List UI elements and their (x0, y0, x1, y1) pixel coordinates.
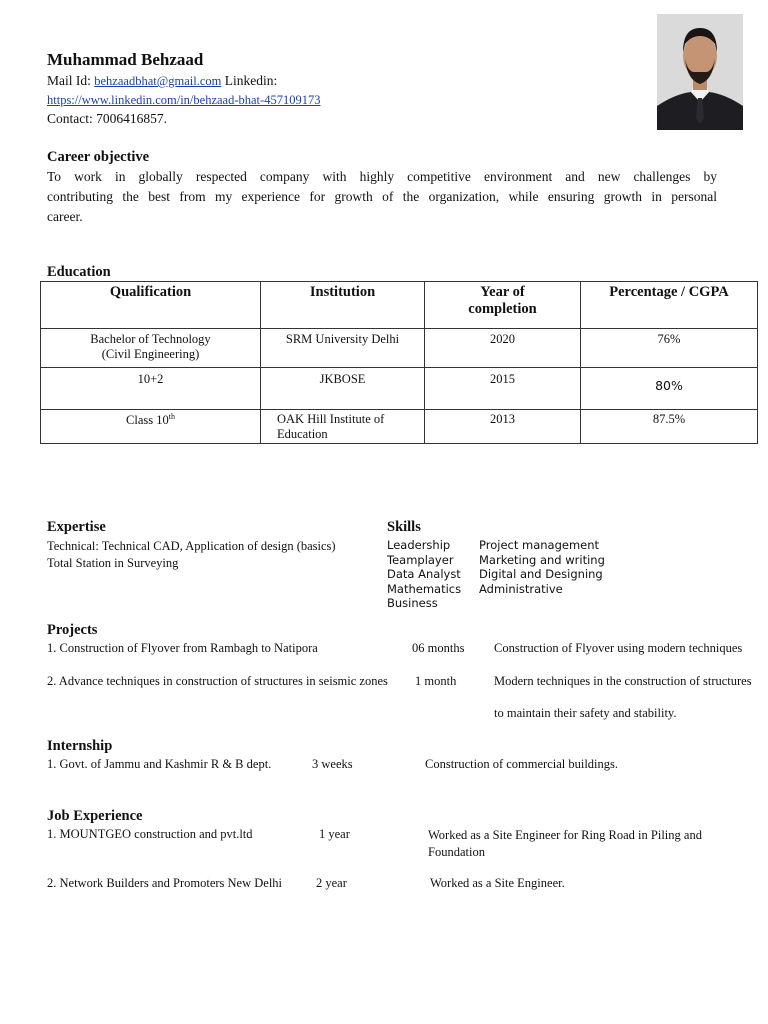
job-heading: Job Experience (47, 808, 143, 824)
institution-subtext: Education (277, 427, 328, 441)
skill-item: Teamplayer (387, 552, 454, 567)
project-duration: 1 month (415, 674, 457, 688)
education-table (40, 281, 758, 444)
linkedin-label: Linkedin: (224, 73, 278, 88)
col-year-line2: completion (468, 301, 537, 317)
skill-item: Administrative (479, 581, 563, 596)
col-year (425, 282, 581, 329)
job-description-line: Foundation (428, 845, 485, 859)
contact-line: Contact: 7006416857. (47, 111, 167, 126)
institution-cell (261, 410, 425, 444)
linkedin-link[interactable]: https://www.linkedin.com/in/behzaad-bhat-457109173 (47, 93, 321, 107)
job-description-line: Worked as a Site Engineer for Ring Road in Piling and (428, 828, 702, 842)
career-line: contributing the best from my experience for growth of the organization, while ensuring growth in personal (47, 189, 717, 204)
institution-text: OAK Hill Institute of (277, 412, 385, 426)
institution-cell: SRM University Delhi (261, 329, 425, 368)
email-line (47, 73, 277, 89)
job-title: 2. Network Builders and Promoters New Delhi (47, 876, 283, 890)
internship-duration: 3 weeks (312, 757, 353, 771)
job-description (428, 827, 702, 861)
col-qualification: Qualification (41, 282, 261, 329)
skill-item: Mathematics (387, 581, 462, 596)
table-row (41, 368, 758, 410)
percentage-cell: 76% (581, 329, 758, 368)
skills-heading: Skills (387, 519, 421, 535)
skill-item: Marketing and writing (479, 552, 605, 567)
skill-item: Business (387, 596, 438, 610)
candidate-name: Muhammad Behzaad (47, 50, 204, 69)
qualification-superscript: th (168, 412, 175, 421)
project-description: Construction of Flyover using modern techniques (494, 641, 743, 655)
education-heading: Education (47, 264, 111, 280)
expertise-heading: Expertise (47, 519, 106, 535)
expertise-item: Technical: Technical CAD, Application of design (basics) (47, 539, 336, 553)
project-duration: 06 months (412, 641, 465, 655)
year-cell: 2020 (425, 329, 581, 368)
skill-item: Digital and Designing (479, 567, 603, 581)
table-row (41, 410, 758, 444)
table-header-row (41, 282, 758, 329)
skill-item: Data Analyst (387, 567, 461, 581)
qualification-subtext: (Civil Engineering) (101, 347, 200, 361)
job-description: Worked as a Site Engineer. (430, 876, 565, 890)
project-description-cont: to maintain their safety and stability. (494, 706, 677, 720)
internship-title: 1. Govt. of Jammu and Kashmir R & B dept. (47, 757, 272, 771)
profile-photo (657, 14, 743, 130)
col-percentage: Percentage / CGPA (581, 282, 758, 329)
table-row (41, 329, 758, 368)
year-cell: 2015 (425, 368, 581, 410)
qualification-text: Bachelor of Technology (90, 332, 211, 346)
project-title: 2. Advance techniques in construction of structures in seismic zones (47, 674, 388, 688)
expertise-item: Total Station in Surveying (47, 556, 179, 570)
email-link[interactable]: behzaadbhat@gmail.com (94, 74, 222, 88)
percentage-cell: 87.5% (581, 410, 758, 444)
expertise-list (47, 538, 336, 572)
col-institution: Institution (261, 282, 425, 329)
year-cell: 2013 (425, 410, 581, 444)
qualification-cell (41, 329, 261, 368)
skills-column-1 (387, 538, 461, 611)
job-title: 1. MOUNTGEO construction and pvt.ltd (47, 827, 253, 841)
institution-cell: JKBOSE (261, 368, 425, 410)
qualification-cell: 10+2 (41, 368, 261, 410)
skills-column-2 (479, 538, 605, 596)
project-description: Modern techniques in the construction of structures (494, 674, 752, 688)
internship-heading: Internship (47, 738, 113, 754)
career-line: career. (47, 209, 83, 224)
projects-heading: Projects (47, 622, 98, 638)
career-heading: Career objective (47, 149, 150, 165)
skill-item: Project management (479, 538, 600, 552)
percentage-cell: 80% (581, 368, 758, 410)
mail-label: Mail Id: (47, 73, 91, 88)
career-line: To work in globally respected company with highly competitive environment and new challenges by (47, 169, 717, 184)
project-title: 1. Construction of Flyover from Rambagh to Natipora (47, 641, 318, 655)
internship-description: Construction of commercial buildings. (425, 757, 619, 771)
career-text (47, 167, 717, 227)
job-duration: 2 year (316, 876, 347, 890)
qualification-text: Class 10 (126, 413, 169, 428)
col-year-line1: Year of (480, 284, 525, 300)
skill-item: Leadership (387, 538, 451, 552)
job-duration: 1 year (319, 827, 350, 841)
qualification-cell (41, 410, 261, 444)
